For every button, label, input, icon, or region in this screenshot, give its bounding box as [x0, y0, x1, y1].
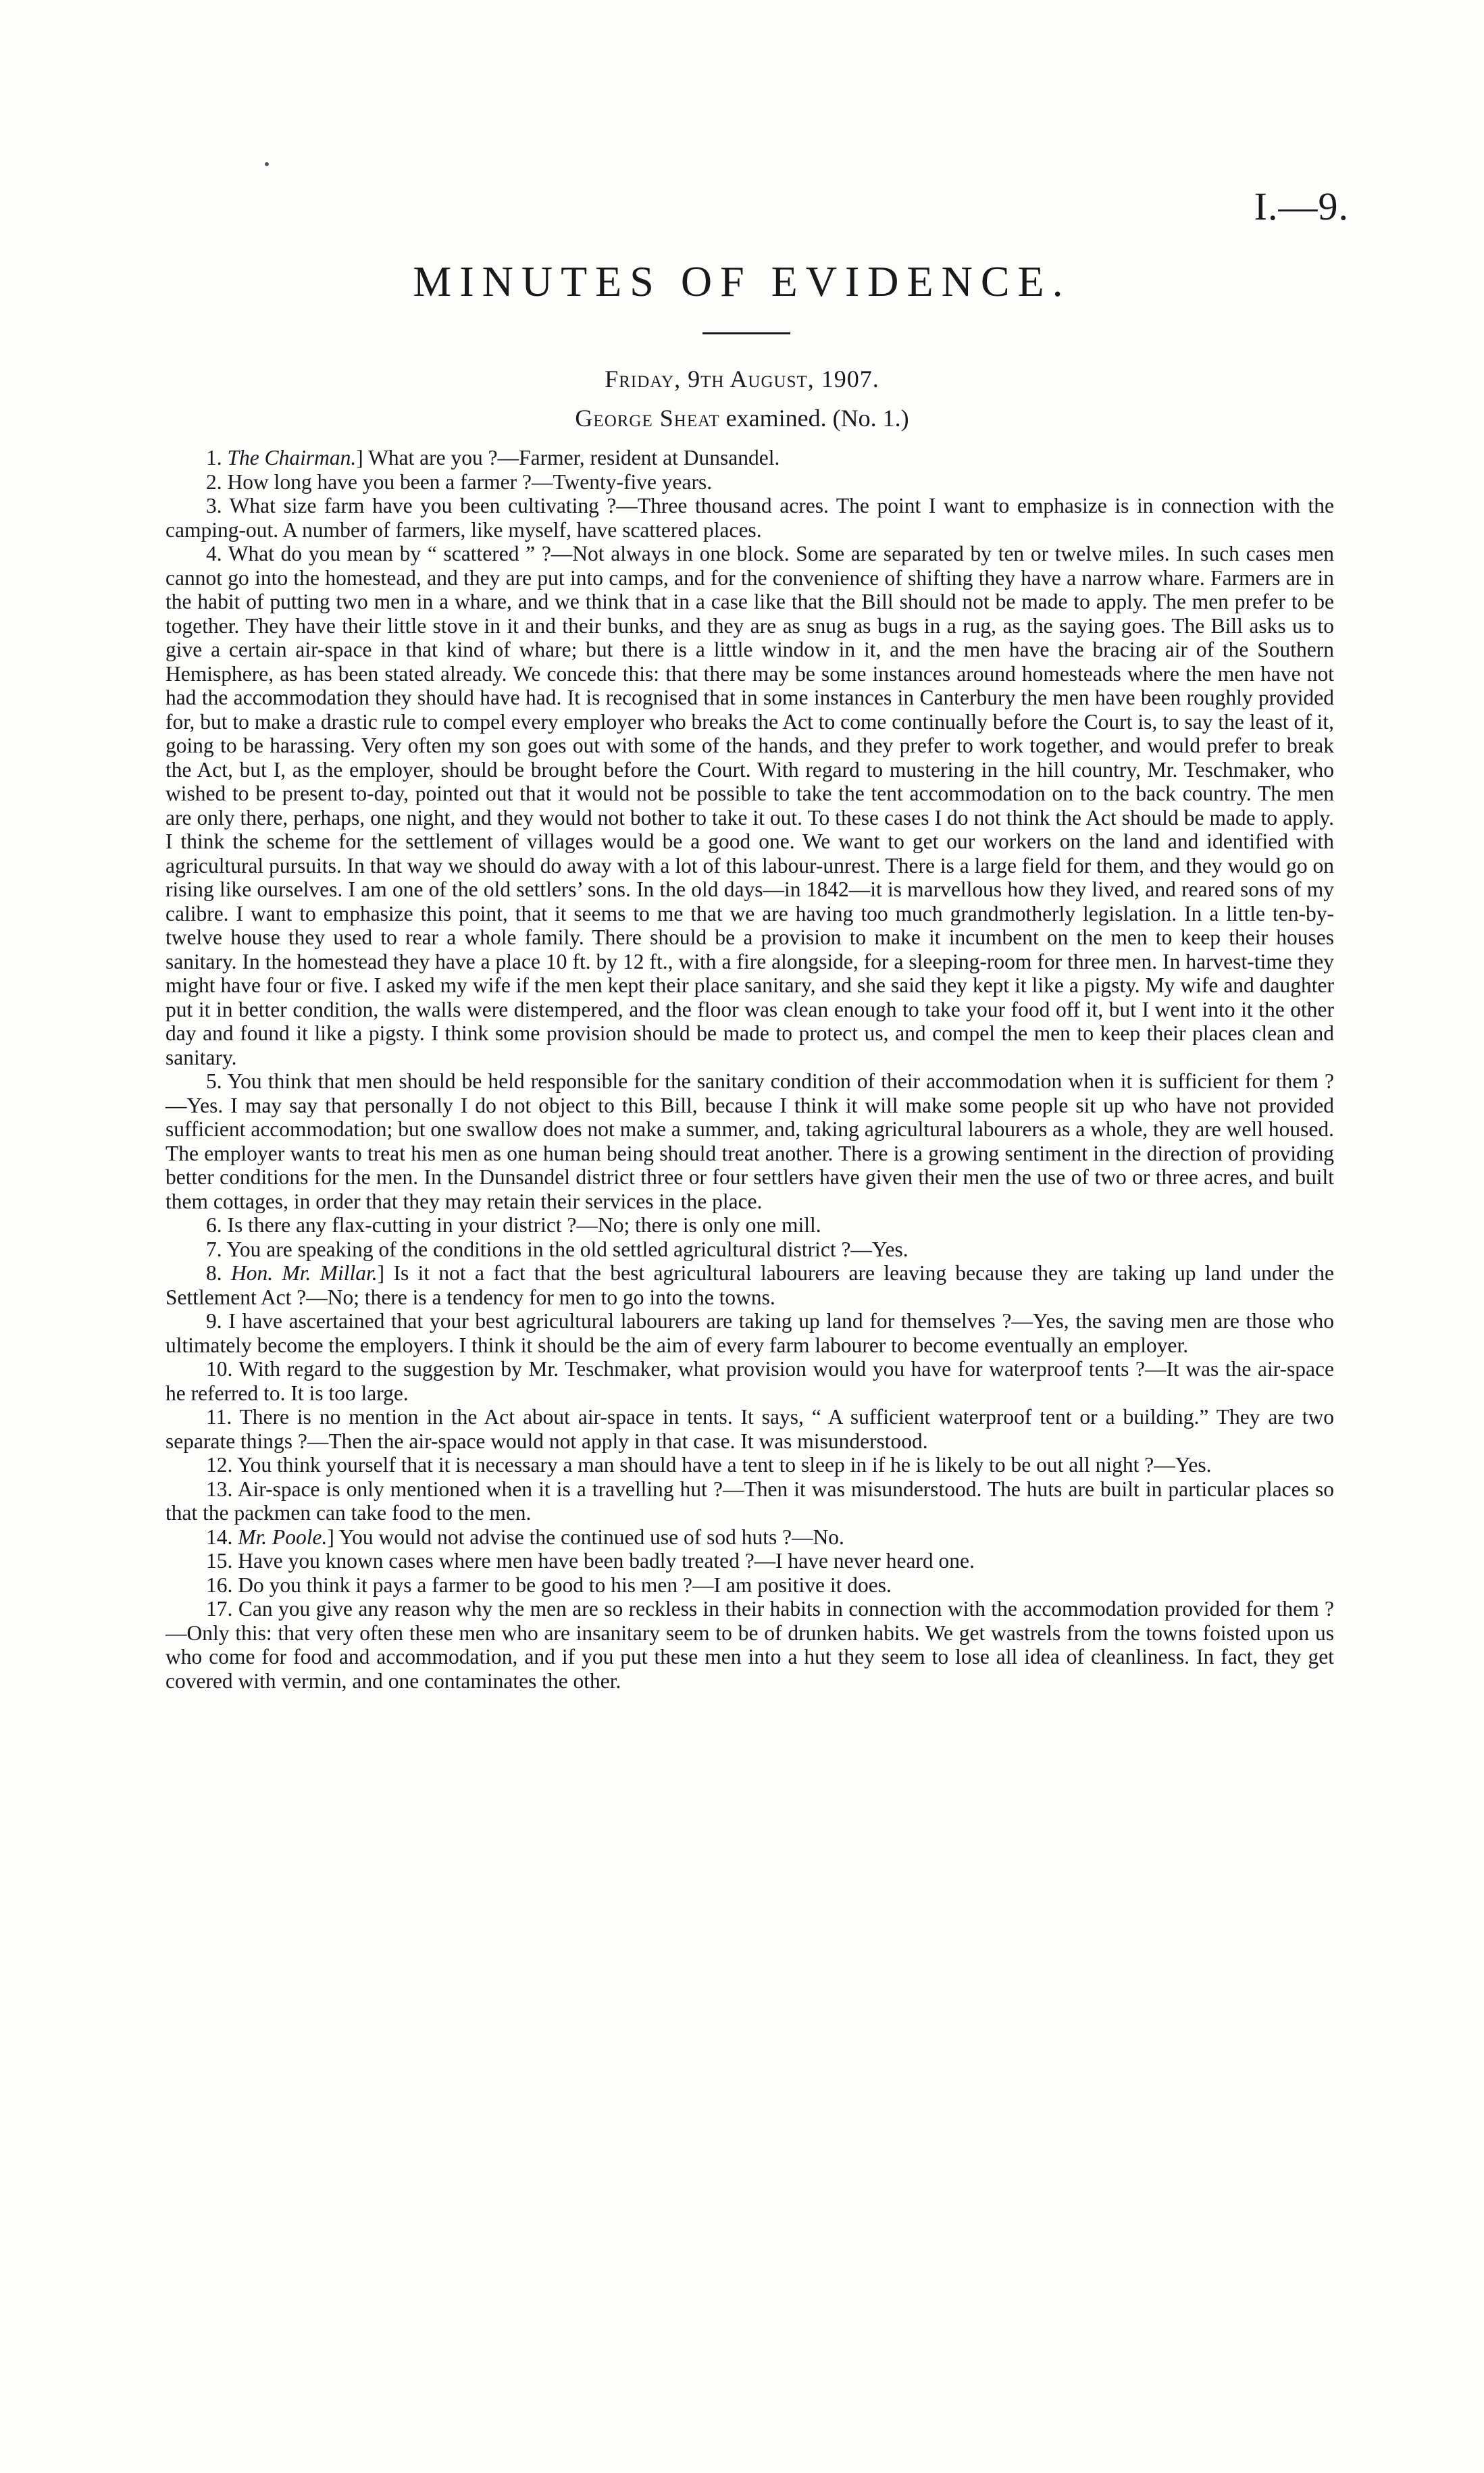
- title-rule: [702, 332, 790, 334]
- evidence-body: [165, 446, 1334, 1693]
- evidence-paragraph: 12. You think yourself that it is necessary a man should have a tent to sleep in if he is likely to be out all night ?—Yes.: [206, 1453, 1212, 1477]
- evidence-paragraph: 4. What do you mean by “ scattered ” ?—Not always in one block. Some are separated by ten or twelve miles. In such cases men cannot go into the homestead, and they are put into camps, and for the convenience of shifting they have a narrow whare. Farmers are in the habit of putting two men in a whare, and we think that in a case like that the Bill should not be made to apply. The men prefer to be together. They have their little stove in it and their bunks, and they are as snug as bugs in a rug, as the saying goes. The Bill asks us to give a certain air-space in that kind of whare; but there is a little window in it, and the men have the bracing air of the Southern Hemisphere, as has been stated already. We concede this: that there may be some instances around homesteads where the men have not had the accommodation they should have had. It is recognised that in some instances in Canterbury the men have been roughly provided for, but to make a drastic rule to compel every employer who breaks the Act to come continually before the Court is, to say the least of it, going to be harassing. Very often my son goes out with some of the hands, and they prefer to work together, and would prefer to break the Act, but I, as the employer, should be brought before the Court. With regard to mustering in the hill country, Mr. Teschmaker, who wished to be present to-day, pointed out that it would not be possible to take the tent accommodation on to the back country. The men are only there, perhaps, one night, and they would not bother to take it out. To these cases I do not think the Act should be made to apply. I think the scheme for the settlement of villages would be a good one. We want to get our workers on the land and identified with agricultural pursuits. In that way we should do away with a lot of this labour-unrest. There is a large field for them, and they would go on rising like ourselves. I am one of the old settlers’ sons. In the old days—in 1842—it is marvellous how they lived, and reared sons of my calibre. I want to emphasize this point, that it seems to me that we are having too much grandmotherly legislation. In a little ten-by-twelve house they used to rear a whole family. There should be a provision to make it incumbent on the men to keep their houses sanitary. In the homestead they have a place 10 ft. by 12 ft., with a fire alongside, for a sleeping-room for three men. In harvest-time they might have four or five. I asked my wife if the men kept their place sanitary, and she said they kept it like a pigsty. My wife and daughter put it in better condition, the walls were distempered, and the floor was clean enough to take your food off it, but I went into it the other day and found it like a pigsty. I think some provision should be made to protect us, and compel the men to keep their places clean and sanitary.: [165, 542, 1334, 1069]
- evidence-paragraph: 2. How long have you been a farmer ?—Twenty-five years.: [206, 469, 713, 494]
- evidence-paragraph: 8. Hon. Mr. Millar.] Is it not a fact that the best agricultural labourers are leaving because they are taking up land under the Settlement Act ?—No; there is a tendency for men to go into the towns.: [165, 1261, 1334, 1309]
- evidence-paragraph: 1. The Chairman.] What are you ?—Farmer, resident at Dunsandel.: [206, 446, 780, 469]
- document-title: MINUTES OF EVIDENCE.: [413, 257, 1071, 305]
- evidence-paragraph: 6. Is there any flax-cutting in your district ?—No; there is only one mill.: [206, 1213, 821, 1237]
- evidence-paragraph: 9. I have ascertained that your best agricultural labourers are taking up land for themselves ?—Yes, the saving men are those who ultimately become the employers. I think it should be the aim of every farm labourer to become eventually an employer.: [165, 1309, 1334, 1357]
- speaker-name: Hon. Mr. Millar.: [230, 1261, 378, 1285]
- speaker-name: Mr. Poole.: [238, 1525, 328, 1549]
- session-date: Friday, 9th August, 1907.: [605, 365, 879, 392]
- evidence-paragraph: 11. There is no mention in the Act about air-space in tents. It says, “ A sufficient waterproof tent or a building.” They are two separate things ?—Then the air-space would not apply in that case. It was misunderstood.: [165, 1405, 1334, 1453]
- witness-name: George Sheat: [575, 405, 720, 432]
- witness-heading: [0, 404, 1484, 432]
- evidence-paragraph: 15. Have you known cases where men have been badly treated ?—I have never heard one.: [206, 1549, 975, 1573]
- evidence-paragraph: 17. Can you give any reason why the men are so reckless in their habits in connection with the accommodation provided for them ?—Only this: that very often these men who are insanitary seem to be of drunken habits. We get wastrels from the towns foisted upon us who come for food and accommodation, and if you put these men into a hut they seem to lose all idea of cleanliness. In fact, they get covered with vermin, and one contaminates the other.: [165, 1597, 1334, 1693]
- evidence-paragraph: 5. You think that men should be held responsible for the sanitary condition of their accommodation when it is sufficient for them ?—Yes. I may say that personally I do not object to this Bill, because I think it will make some people sit up who have not provided sufficient accommodation; but one swallow does not make a summer, and, taking agricultural labourers as a whole, they are well housed. The employer wants to treat his men as one human being should treat another. There is a growing sentiment in the direction of providing better conditions for the men. In the Dunsandel district three or four settlers have given their men the use of two or three acres, and built them cottages, in order that they may retain their services in the place.: [165, 1069, 1334, 1213]
- witness-examination: examined. (No. 1.): [719, 405, 909, 432]
- evidence-paragraph: 7. You are speaking of the conditions in the old settled agricultural district ?—Yes.: [206, 1237, 909, 1261]
- evidence-paragraph: 16. Do you think it pays a farmer to be good to his men ?—I am positive it does.: [206, 1573, 892, 1597]
- print-speck: [265, 162, 269, 166]
- evidence-paragraph: 10. With regard to the suggestion by Mr. Teschmaker, what provision would you have for waterproof tents ?—It was the air-space he referred to. It is too large.: [165, 1357, 1334, 1405]
- speaker-name: The Chairman.: [227, 446, 357, 469]
- evidence-paragraph: 3. What size farm have you been cultivating ?—Three thousand acres. The point I want to emphasize is in connection with the camping-out. A number of farmers, like myself, have scattered places.: [165, 494, 1334, 542]
- evidence-paragraph: 14. Mr. Poole.] You would not advise the continued use of sod huts ?—No.: [206, 1525, 844, 1549]
- page-reference: I.—9.: [1254, 184, 1349, 228]
- evidence-paragraph: 13. Air-space is only mentioned when it is a travelling hut ?—Then it was misunderstood. The huts are built in particular places so that the packmen can take food to the men.: [165, 1477, 1334, 1525]
